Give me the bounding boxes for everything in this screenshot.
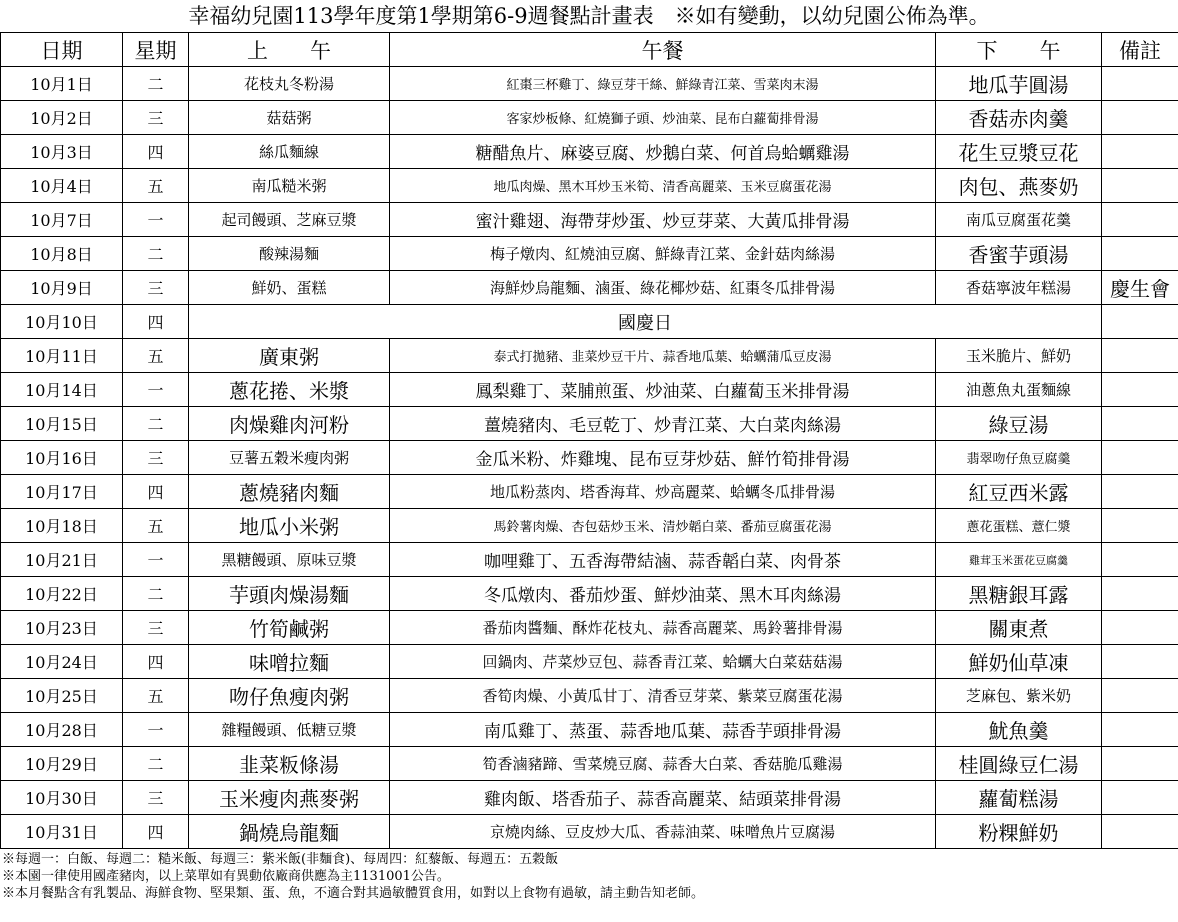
afternoon-snack-cell: 粉粿鮮奶 [936, 815, 1102, 849]
date-cell: 10月21日 [1, 543, 123, 577]
header-lunch: 午餐 [390, 33, 936, 67]
table-row [1, 475, 1178, 509]
table-row [1, 713, 1178, 747]
weekday-cell: 二 [123, 67, 189, 101]
afternoon-snack-cell: 肉包、燕麥奶 [936, 169, 1102, 203]
morning-snack-cell: 蔥燒豬肉麵 [189, 475, 390, 509]
morning-snack-cell: 鮮奶、蛋糕 [189, 271, 390, 305]
table-row [1, 679, 1178, 713]
weekday-cell: 四 [123, 135, 189, 169]
table-row [1, 339, 1178, 373]
date-cell: 10月23日 [1, 611, 123, 645]
table-row [1, 101, 1178, 135]
morning-snack-cell: 雜糧饅頭、低糖豆漿 [189, 713, 390, 747]
note-cell [1102, 543, 1178, 577]
table-row [1, 747, 1178, 781]
header-note: 備註 [1102, 33, 1178, 67]
note-cell [1102, 747, 1178, 781]
afternoon-snack-cell: 蔥花蛋糕、薏仁漿 [936, 509, 1102, 543]
note-cell [1102, 237, 1178, 271]
note-cell [1102, 101, 1178, 135]
date-cell: 10月30日 [1, 781, 123, 815]
afternoon-snack-cell: 南瓜豆腐蛋花羹 [936, 203, 1102, 237]
weekday-cell: 三 [123, 101, 189, 135]
morning-snack-cell: 吻仔魚瘦肉粥 [189, 679, 390, 713]
lunch-cell: 冬瓜燉肉、番茄炒蛋、鮮炒油菜、黑木耳肉絲湯 [390, 577, 936, 611]
table-row [1, 135, 1178, 169]
date-cell: 10月15日 [1, 407, 123, 441]
lunch-cell: 客家炒板條、紅燒獅子頭、炒油菜、昆布白蘿蔔排骨湯 [390, 101, 936, 135]
morning-snack-cell: 肉燥雞肉河粉 [189, 407, 390, 441]
table-row [1, 577, 1178, 611]
weekday-cell: 一 [123, 373, 189, 407]
note-cell [1102, 611, 1178, 645]
footnote-pork: ※本園一律使用國產豬肉，以上菜單如有異動依廠商供應為主1131001公告。 [2, 869, 450, 884]
table-row [1, 509, 1178, 543]
page-title: 幸福幼兒園113學年度第1學期第6-9週餐點計畫表 ※如有變動，以幼兒園公佈為準。 [188, 4, 990, 28]
date-cell: 10月31日 [1, 815, 123, 849]
table-row [1, 169, 1178, 203]
table-row [1, 407, 1178, 441]
afternoon-snack-cell: 地瓜芋圓湯 [936, 67, 1102, 101]
note-cell [1102, 475, 1178, 509]
date-cell: 10月3日 [1, 135, 123, 169]
morning-snack-cell: 菇菇粥 [189, 101, 390, 135]
table-row [1, 67, 1178, 101]
morning-snack-cell: 花枝丸冬粉湯 [189, 67, 390, 101]
lunch-cell: 糖醋魚片、麻婆豆腐、炒鵝白菜、何首烏蛤蠣雞湯 [390, 135, 936, 169]
weekday-cell: 二 [123, 407, 189, 441]
lunch-cell: 京燒肉絲、豆皮炒大瓜、香蒜油菜、味噌魚片豆腐湯 [390, 815, 936, 849]
date-cell: 10月24日 [1, 645, 123, 679]
table-row [1, 781, 1178, 815]
weekday-cell: 二 [123, 747, 189, 781]
afternoon-snack-cell: 桂圓綠豆仁湯 [936, 747, 1102, 781]
table-row [1, 373, 1178, 407]
weekday-cell: 三 [123, 611, 189, 645]
afternoon-snack-cell: 蘿蔔糕湯 [936, 781, 1102, 815]
date-cell: 10月1日 [1, 67, 123, 101]
morning-snack-cell: 鍋燒烏龍麵 [189, 815, 390, 849]
lunch-cell: 地瓜肉燥、黑木耳炒玉米筍、清香高麗菜、玉米豆腐蛋花湯 [390, 169, 936, 203]
note-cell: 慶生會 [1102, 271, 1178, 305]
note-cell [1102, 407, 1178, 441]
lunch-cell: 番茄肉醬麵、酥炸花枝丸、蒜香高麗菜、馬鈴薯排骨湯 [390, 611, 936, 645]
table-row [1, 203, 1178, 237]
morning-snack-cell: 韭菜粄條湯 [189, 747, 390, 781]
lunch-cell: 薑燒豬肉、毛豆乾丁、炒青江菜、大白菜肉絲湯 [390, 407, 936, 441]
lunch-cell: 地瓜粉蒸肉、塔香海茸、炒高麗菜、蛤蠣冬瓜排骨湯 [390, 475, 936, 509]
afternoon-snack-cell: 芝麻包、紫米奶 [936, 679, 1102, 713]
note-cell [1102, 305, 1178, 339]
note-cell [1102, 67, 1178, 101]
note-cell [1102, 781, 1178, 815]
table-row [1, 645, 1178, 679]
date-cell: 10月10日 [1, 305, 123, 339]
date-cell: 10月22日 [1, 577, 123, 611]
lunch-cell: 回鍋肉、芹菜炒豆包、蒜香青江菜、蛤蠣大白菜菇菇湯 [390, 645, 936, 679]
weekday-cell: 四 [123, 305, 189, 339]
table-row [1, 611, 1178, 645]
weekday-cell: 五 [123, 679, 189, 713]
lunch-cell: 雞肉飯、塔香茄子、蒜香高麗菜、結頭菜排骨湯 [390, 781, 936, 815]
afternoon-snack-cell: 綠豆湯 [936, 407, 1102, 441]
weekday-cell: 二 [123, 577, 189, 611]
date-cell: 10月4日 [1, 169, 123, 203]
afternoon-snack-cell: 油蔥魚丸蛋麵線 [936, 373, 1102, 407]
date-cell: 10月28日 [1, 713, 123, 747]
weekday-cell: 三 [123, 271, 189, 305]
table-row [1, 815, 1178, 849]
date-cell: 10月7日 [1, 203, 123, 237]
date-cell: 10月25日 [1, 679, 123, 713]
footnote-rice: ※每週一：白飯、每週二：糙米飯、每週三：紫米飯(非麵食)、每周四：紅藜飯、每週五：五穀飯 [2, 852, 559, 867]
lunch-cell: 蜜汁雞翅、海帶芽炒蛋、炒豆芽菜、大黃瓜排骨湯 [390, 203, 936, 237]
morning-snack-cell: 絲瓜麵線 [189, 135, 390, 169]
date-cell: 10月8日 [1, 237, 123, 271]
header-row [1, 33, 1178, 67]
lunch-cell: 南瓜雞丁、蒸蛋、蒜香地瓜葉、蒜香芋頭排骨湯 [390, 713, 936, 747]
header-week: 星期 [123, 33, 189, 67]
table-row [1, 543, 1178, 577]
weekday-cell: 五 [123, 169, 189, 203]
note-cell [1102, 339, 1178, 373]
holiday-cell: 國慶日 [189, 305, 1102, 339]
morning-snack-cell: 酸辣湯麵 [189, 237, 390, 271]
morning-snack-cell: 南瓜糙米粥 [189, 169, 390, 203]
weekday-cell: 一 [123, 543, 189, 577]
footnotes [0, 851, 1178, 902]
weekday-cell: 一 [123, 203, 189, 237]
weekday-cell: 四 [123, 815, 189, 849]
date-cell: 10月9日 [1, 271, 123, 305]
morning-snack-cell: 起司饅頭、芝麻豆漿 [189, 203, 390, 237]
afternoon-snack-cell: 花生豆漿豆花 [936, 135, 1102, 169]
menu-table [0, 32, 1178, 849]
weekday-cell: 四 [123, 645, 189, 679]
header-am: 上 午 [189, 33, 390, 67]
lunch-cell: 泰式打拋豬、韭菜炒豆干片、蒜香地瓜葉、蛤蠣蒲瓜豆皮湯 [390, 339, 936, 373]
weekday-cell: 三 [123, 441, 189, 475]
morning-snack-cell: 蔥花捲、米漿 [189, 373, 390, 407]
date-cell: 10月17日 [1, 475, 123, 509]
table-row [1, 441, 1178, 475]
table-row [1, 237, 1178, 271]
morning-snack-cell: 味噌拉麵 [189, 645, 390, 679]
date-cell: 10月16日 [1, 441, 123, 475]
morning-snack-cell: 玉米瘦肉燕麥粥 [189, 781, 390, 815]
weekday-cell: 二 [123, 237, 189, 271]
note-cell [1102, 373, 1178, 407]
afternoon-snack-cell: 鮮奶仙草凍 [936, 645, 1102, 679]
note-cell [1102, 509, 1178, 543]
table-row [1, 271, 1178, 305]
morning-snack-cell: 黑糖饅頭、原味豆漿 [189, 543, 390, 577]
morning-snack-cell: 竹筍鹹粥 [189, 611, 390, 645]
note-cell [1102, 713, 1178, 747]
note-cell [1102, 203, 1178, 237]
note-cell [1102, 441, 1178, 475]
afternoon-snack-cell: 香菇寧波年糕湯 [936, 271, 1102, 305]
morning-snack-cell: 豆薯五穀米瘦肉粥 [189, 441, 390, 475]
date-cell: 10月18日 [1, 509, 123, 543]
header-pm: 下 午 [936, 33, 1102, 67]
weekday-cell: 五 [123, 509, 189, 543]
header-date: 日期 [1, 33, 123, 67]
weekday-cell: 四 [123, 475, 189, 509]
afternoon-snack-cell: 翡翠吻仔魚豆腐羹 [936, 441, 1102, 475]
morning-snack-cell: 廣東粥 [189, 339, 390, 373]
afternoon-snack-cell: 魷魚羹 [936, 713, 1102, 747]
afternoon-snack-cell: 紅豆西米露 [936, 475, 1102, 509]
note-cell [1102, 135, 1178, 169]
note-cell [1102, 169, 1178, 203]
morning-snack-cell: 芋頭肉燥湯麵 [189, 577, 390, 611]
note-cell [1102, 645, 1178, 679]
afternoon-snack-cell: 黑糖銀耳露 [936, 577, 1102, 611]
afternoon-snack-cell: 香蜜芋頭湯 [936, 237, 1102, 271]
afternoon-snack-cell: 玉米脆片、鮮奶 [936, 339, 1102, 373]
lunch-cell: 紅棗三杯雞丁、綠豆芽干絲、鮮綠青江菜、雪菜肉末湯 [390, 67, 936, 101]
table-row-holiday [1, 305, 1178, 339]
lunch-cell: 金瓜米粉、炸雞塊、昆布豆芽炒菇、鮮竹筍排骨湯 [390, 441, 936, 475]
lunch-cell: 海鮮炒烏龍麵、滷蛋、綠花椰炒菇、紅棗冬瓜排骨湯 [390, 271, 936, 305]
lunch-cell: 梅子燉肉、紅燒油豆腐、鮮綠青江菜、金針菇肉絲湯 [390, 237, 936, 271]
note-cell [1102, 679, 1178, 713]
date-cell: 10月2日 [1, 101, 123, 135]
note-cell [1102, 577, 1178, 611]
weekday-cell: 一 [123, 713, 189, 747]
weekday-cell: 三 [123, 781, 189, 815]
date-cell: 10月11日 [1, 339, 123, 373]
afternoon-snack-cell: 香菇赤肉羹 [936, 101, 1102, 135]
lunch-cell: 鳳梨雞丁、菜脯煎蛋、炒油菜、白蘿蔔玉米排骨湯 [390, 373, 936, 407]
lunch-cell: 筍香滷豬蹄、雪菜燒豆腐、蒜香大白菜、香菇脆瓜雞湯 [390, 747, 936, 781]
note-cell [1102, 815, 1178, 849]
lunch-cell: 馬鈴薯肉燥、杏包菇炒玉米、清炒韜白菜、番茄豆腐蛋花湯 [390, 509, 936, 543]
weekday-cell: 五 [123, 339, 189, 373]
date-cell: 10月29日 [1, 747, 123, 781]
morning-snack-cell: 地瓜小米粥 [189, 509, 390, 543]
lunch-cell: 咖哩雞丁、五香海帶結滷、蒜香韜白菜、肉骨茶 [390, 543, 936, 577]
afternoon-snack-cell: 關東煮 [936, 611, 1102, 645]
date-cell: 10月14日 [1, 373, 123, 407]
afternoon-snack-cell: 雞茸玉米蛋花豆腐羹 [936, 543, 1102, 577]
lunch-cell: 香筍肉燥、小黃瓜甘丁、清香豆芽菜、紫菜豆腐蛋花湯 [390, 679, 936, 713]
footnote-allergy: ※本月餐點含有乳製品、海鮮食物、堅果類、蛋、魚，不適合對其過敏體質食用，如對以上食物有過敏，請主動告知老師。 [2, 886, 705, 901]
